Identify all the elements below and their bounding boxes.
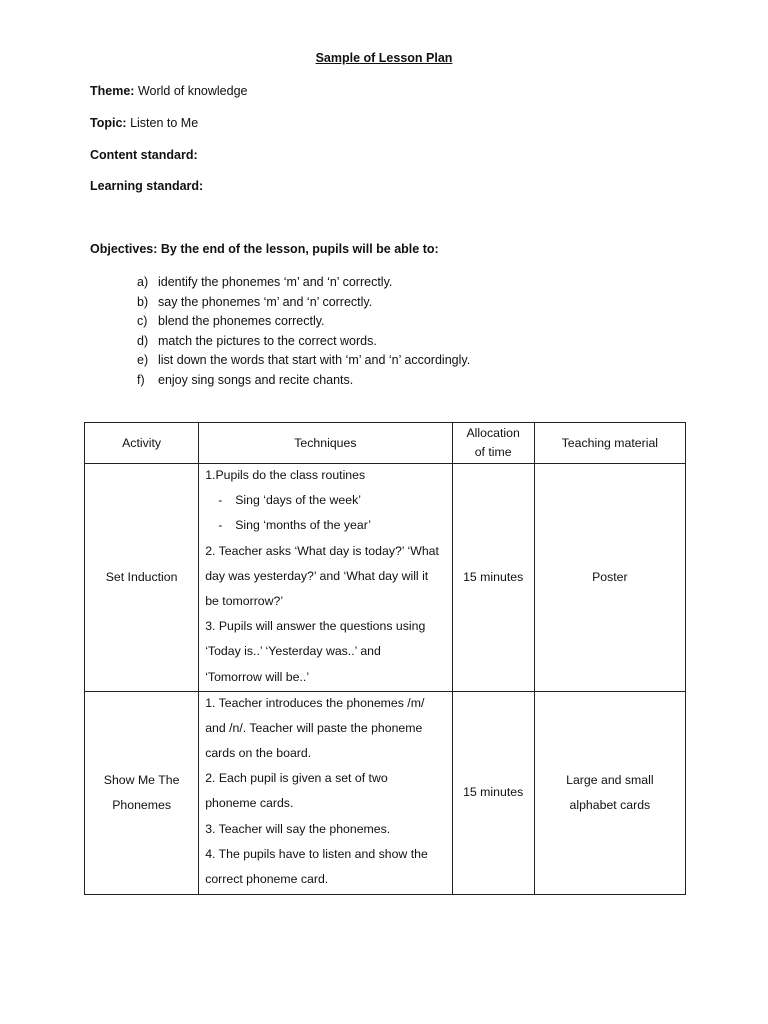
time-cell: 15 minutes xyxy=(452,464,534,692)
technique-line: 3. Teacher will say the phonemes. xyxy=(205,821,391,836)
theme-label: Theme: xyxy=(90,84,135,98)
material-cell xyxy=(534,691,685,894)
technique-line: cards on the board. xyxy=(205,746,312,761)
topic-field xyxy=(90,116,198,130)
table-header-row xyxy=(85,423,686,464)
technique-line: 4. The pupils have to listen and show the xyxy=(205,846,428,861)
theme-value: World of knowledge xyxy=(137,84,248,98)
topic-value: Listen to Me xyxy=(130,116,199,130)
topic-label: Topic: xyxy=(90,116,127,130)
objective-text: identify the phonemes ‘m’ and ‘n’ correctly. xyxy=(158,275,393,289)
content-standard-field xyxy=(90,148,198,162)
objective-item xyxy=(137,273,470,293)
activity-line: Show Me The xyxy=(103,772,180,787)
technique-line: 2. Each pupil is given a set of two xyxy=(205,771,388,786)
objective-text: match the pictures to the correct words. xyxy=(158,333,377,348)
material-line: alphabet cards xyxy=(569,797,651,812)
lesson-plan-table xyxy=(84,422,686,895)
technique-line: correct phoneme card. xyxy=(205,872,329,886)
objective-text: say the phonemes ‘m’ and ‘n’ correctly. xyxy=(158,294,373,309)
learning-standard-field xyxy=(90,179,203,193)
technique-subitem-text: Sing ‘days of the week’ xyxy=(235,493,361,508)
technique-line: and /n/. Teacher will paste the phoneme xyxy=(205,720,423,735)
objective-marker: d) xyxy=(137,333,149,348)
activity-line: Phonemes xyxy=(112,797,171,812)
header-allocation-line1: Allocation xyxy=(466,426,520,440)
objectives-heading: Objectives: By the end of the lesson, pupils will be able to: xyxy=(90,242,439,256)
technique-subitem xyxy=(205,514,445,539)
header-activity: Activity xyxy=(85,423,199,464)
header-techniques: Techniques xyxy=(199,423,452,464)
objectives-list xyxy=(137,273,470,390)
content-standard-label: Content standard: xyxy=(90,148,198,162)
activity-cell: Set Induction xyxy=(85,464,199,692)
technique-line: 3. Pupils will answer the questions using xyxy=(205,619,426,634)
dash-marker: - xyxy=(218,518,223,533)
objective-item xyxy=(137,293,470,313)
objective-marker: e) xyxy=(137,353,149,367)
theme-field xyxy=(90,84,248,98)
objective-marker: b) xyxy=(137,294,149,309)
objective-text: list down the words that start with ‘m’ and ‘n’ accordingly. xyxy=(158,353,471,367)
technique-line: 1.Pupils do the class routines xyxy=(205,468,366,482)
header-teaching-material: Teaching material xyxy=(534,423,685,464)
document-title: Sample of Lesson Plan xyxy=(315,51,453,65)
table-row xyxy=(85,691,686,894)
objective-marker: f) xyxy=(137,372,145,387)
material-cell: Poster xyxy=(534,464,685,692)
technique-line: 2. Teacher asks ‘What day is today?’ ‘What xyxy=(205,543,439,558)
material-line: Large and small xyxy=(566,772,654,787)
technique-line: be tomorrow?’ xyxy=(205,593,284,608)
technique-line: phoneme cards. xyxy=(205,796,294,811)
objective-text: blend the phonemes correctly. xyxy=(158,314,325,328)
objective-item xyxy=(137,332,470,352)
technique-subitem xyxy=(205,489,445,514)
header-allocation xyxy=(452,423,534,464)
technique-line: ‘Tomorrow will be..’ xyxy=(205,669,310,684)
techniques-cell xyxy=(199,691,452,894)
technique-subitem-text: Sing ‘months of the year’ xyxy=(235,518,371,533)
table-row xyxy=(85,464,686,692)
dash-marker: - xyxy=(218,493,223,508)
technique-line: 1. Teacher introduces the phonemes /m/ xyxy=(205,695,425,710)
objective-text: enjoy sing songs and recite chants. xyxy=(158,372,354,387)
objective-marker: c) xyxy=(137,314,148,328)
technique-line: ‘Today is..’ ‘Yesterday was..’ and xyxy=(205,644,381,659)
time-cell: 15 minutes xyxy=(452,691,534,894)
techniques-cell xyxy=(199,464,452,692)
objective-item xyxy=(137,351,470,371)
objective-item xyxy=(137,371,470,391)
learning-standard-label: Learning standard: xyxy=(90,179,204,193)
objective-item xyxy=(137,312,470,332)
objective-marker: a) xyxy=(137,275,149,289)
technique-line: day was yesterday?’ and ‘What day will it xyxy=(205,568,429,583)
activity-cell xyxy=(85,691,199,894)
header-allocation-line2: of time xyxy=(474,445,512,459)
